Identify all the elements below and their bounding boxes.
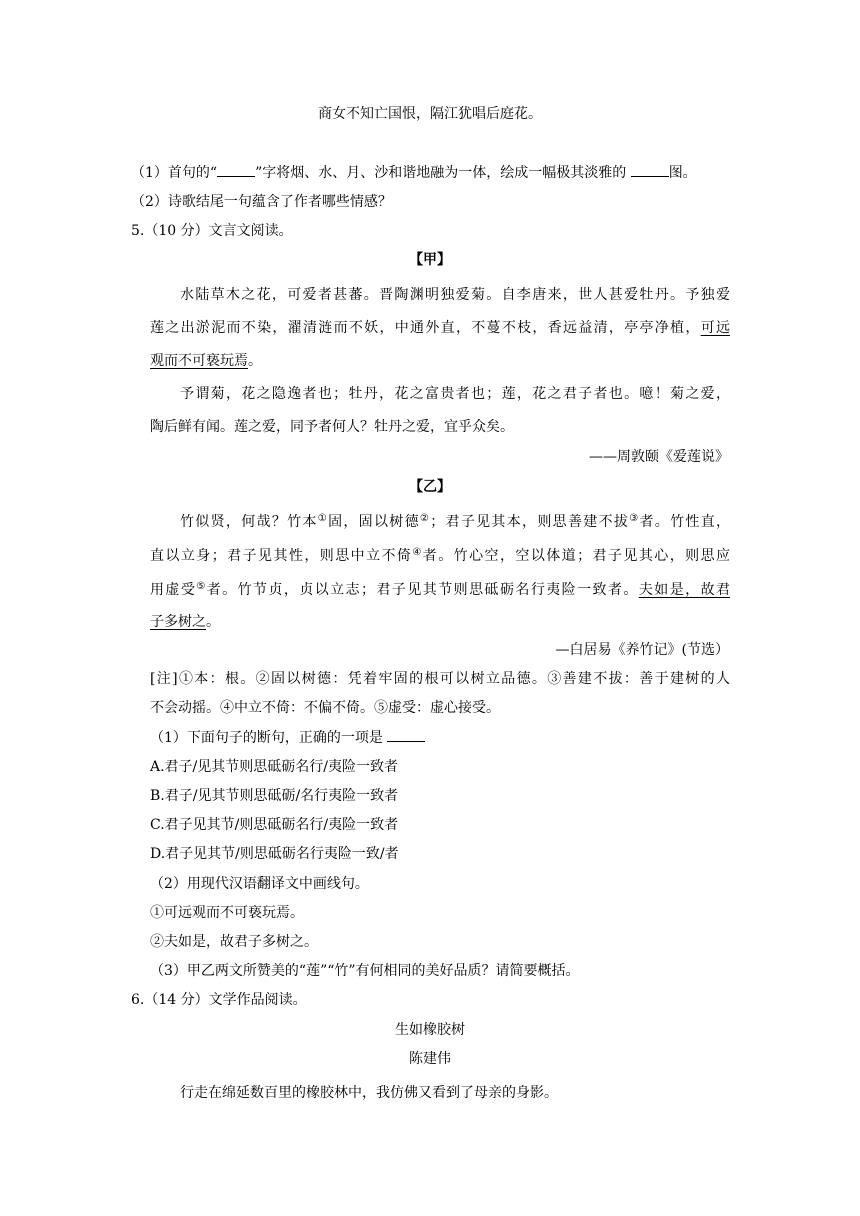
q5-heading: 5.（10 分）文言文阅读。 — [131, 223, 293, 239]
q6-article-title: 生如橡胶树 — [395, 1022, 465, 1038]
yi-line3 — [150, 580, 730, 600]
answer-blank — [387, 728, 425, 742]
yi-line4 — [150, 612, 220, 632]
underlined-sentence: 子多树之 — [150, 614, 206, 630]
footnote-mark: ② — [419, 513, 431, 524]
option-c: C.君子见其节/则思砥砺名行/夷险一致者 — [150, 817, 399, 833]
option-a: A.君子/见其节则思砥砺名行/夷险一致者 — [150, 759, 398, 775]
yi-line3-b: 者。竹节贞，贞以立志；君子见其节则思砥砺名行夷险一致者。 — [206, 582, 639, 598]
underlined-sentence: 夫如是，故君 — [638, 582, 731, 598]
poem-last-line: 商女不知亡国恨，隔江犹唱后庭花。 — [318, 106, 542, 122]
q4-sub1 — [131, 163, 697, 183]
yi-line1-b: 固，固以树德 — [328, 514, 420, 530]
jia-p1-line3-end: 。 — [248, 353, 262, 369]
option-d: D.君子见其节/则思砥砺名行夷险一致/者 — [150, 846, 399, 862]
yi-line1-c: ；君子见其本，则思善建不拔 — [430, 514, 630, 530]
jia-p2-line1: 予谓菊，花之隐逸者也；牡丹，花之富贵者也；莲，花之君子者也。噫！菊之爱， — [180, 386, 730, 402]
yi-title: 【乙】 — [409, 479, 451, 495]
q5-sub1 — [150, 728, 425, 748]
jia-p1-line3 — [150, 351, 262, 371]
q6-paragraph1: 行走在绵延数百里的橡胶林中，我仿佛又看到了母亲的身影。 — [180, 1085, 558, 1101]
q5-sub2-item2: ②夫如是，故君子多树之。 — [150, 934, 318, 950]
yi-line2 — [150, 546, 730, 566]
underlined-sentence: 观而不可亵玩焉 — [150, 353, 248, 369]
answer-blank — [217, 163, 255, 177]
q4-sub1-text-a: （1）首句的“ — [131, 165, 218, 181]
q4-sub1-text-c: 图。 — [668, 165, 697, 181]
jia-title: 【甲】 — [409, 252, 451, 268]
yi-line1-a: 竹似贤，何哉？竹本 — [180, 514, 318, 530]
yi-source: —白居易《养竹记》(节选） — [555, 642, 729, 658]
notes-line2: 不会动摇。④中立不倚：不偏不倚。⑤虚受：虚心接受。 — [150, 700, 500, 716]
underlined-sentence: 可远 — [700, 320, 731, 336]
yi-line1-d: 者。竹性直， — [639, 514, 731, 530]
q4-sub2: （2）诗歌结尾一句蕴含了作者哪些情感？ — [131, 194, 392, 210]
q5-sub3: （3）甲乙两文所赞美的“莲”“竹”有何相同的美好品质？请简要概括。 — [150, 963, 580, 979]
q6-heading: 6.（14 分）文学作品阅读。 — [131, 992, 307, 1008]
jia-p1-line2 — [150, 318, 730, 338]
yi-line3-a: 用虚受 — [150, 582, 197, 598]
q5-sub2: （2）用现代汉语翻译文中画线句。 — [150, 876, 369, 892]
q5-sub1-text: （1）下面句子的断句，正确的一项是 — [150, 730, 388, 746]
notes-line1: [注]①本：根。②固以树德：凭着牢固的根可以树立品德。③善建不拔：善于建树的人 — [150, 671, 730, 687]
jia-p1-line1: 水陆草木之花，可爱者甚蕃。晋陶渊明独爱菊。自李唐来，世人甚爱牡丹。予独爱 — [180, 287, 730, 303]
q6-author: 陈建伟 — [409, 1051, 451, 1067]
yi-line4-end: 。 — [206, 614, 220, 630]
yi-line1 — [180, 512, 730, 532]
footnote-mark: ④ — [412, 547, 423, 558]
jia-p2-line2: 陶后鲜有闻。莲之爱，同予者何人？牡丹之爱，宜乎众矣。 — [150, 419, 514, 435]
q4-sub1-text-b: ”字将烟、水、月、沙和谐地融为一体，绘成一幅极其淡雅的 — [255, 165, 631, 181]
footnote-mark: ⑤ — [196, 581, 207, 592]
q5-sub2-item1: ①可远观而不可亵玩焉。 — [150, 905, 304, 921]
jia-source: ——周敦颐《爱莲说》 — [589, 449, 729, 465]
option-b: B.君子/见其节则思砥砺/名行夷险一致者 — [150, 788, 399, 804]
jia-p1-line2-text: 莲之出淤泥而不染，濯清涟而不妖，中通外直，不蔓不枝，香远益清，亭亭净植， — [150, 320, 701, 336]
answer-blank — [631, 163, 669, 177]
footnote-mark: ③ — [629, 513, 640, 524]
yi-line2-b: 者。竹心空，空以体道；君子见其心，则思应 — [422, 548, 731, 564]
yi-line2-a: 直以立身；君子见其性，则思中立不倚 — [150, 548, 413, 564]
footnote-mark: ① — [317, 513, 329, 524]
